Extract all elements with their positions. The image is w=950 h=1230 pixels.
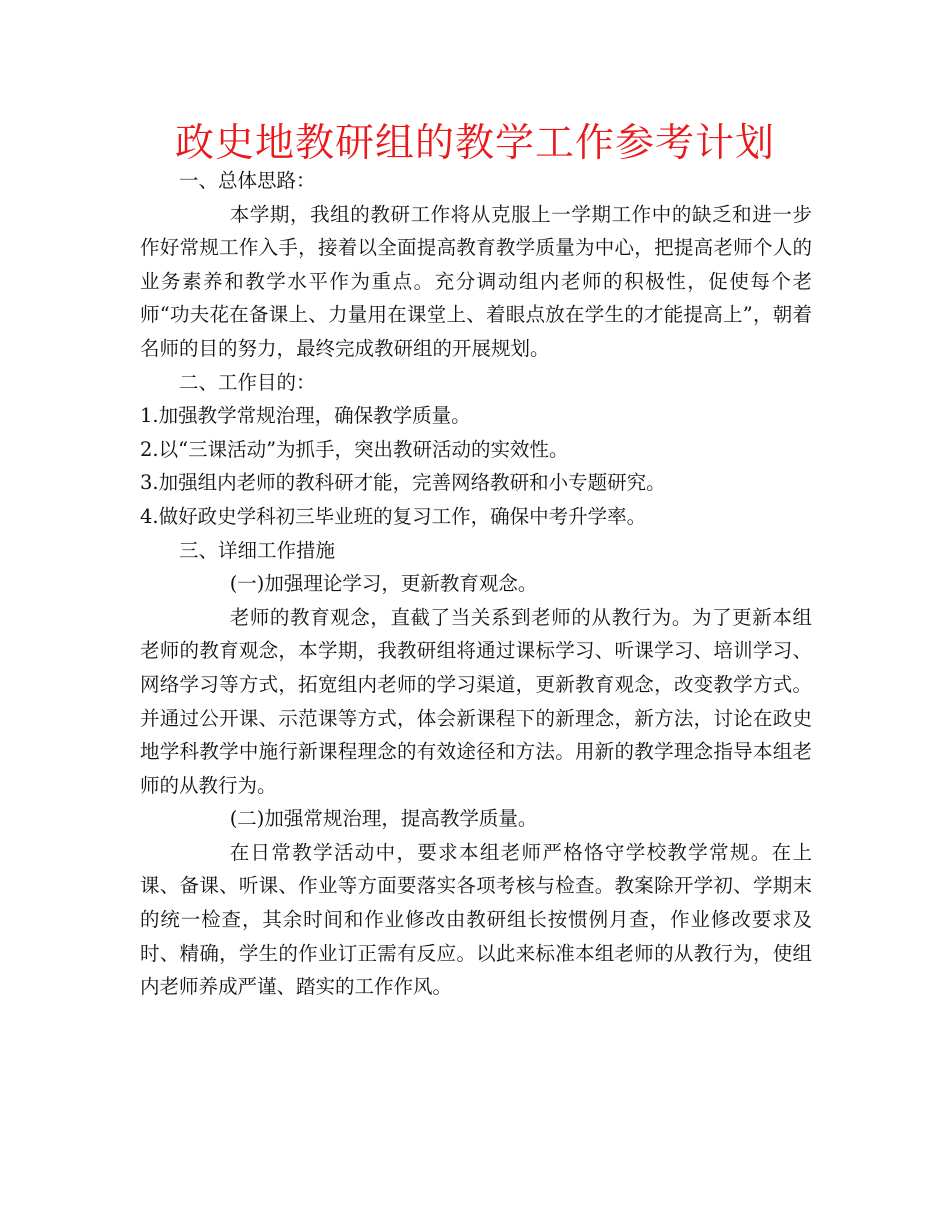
- work-goal-item: 3.加强组内老师的教科研才能，完善网络教研和小专题研究。: [140, 471, 666, 495]
- section-heading-work-goals: 二、工作目的：: [179, 370, 316, 394]
- section-heading-measures: 三、详细工作措施: [179, 538, 336, 562]
- overall-approach-paragraph: 本学期，我组的教研工作将从克服上一学期工作中的缺乏和进一步作好常规工作入手，接着以全面提高教育教学质量为中心，把提高老师个人的业务素养和教学水平作为重点。充分调动组内老师的积极性，促使每个老师“功夫花在备课上、力量用在课堂上、着眼点放在学生的才能提高上”，朝着名师的目的努力，最终完成教研组的开展规划。: [140, 202, 812, 360]
- work-goal-item: 4.做好政史学科初三毕业班的复习工作，确保中考升学率。: [140, 504, 647, 528]
- work-goal-item: 2.以“三课活动”为抓手，突出教研活动的实效性。: [140, 437, 569, 461]
- section-heading-overall-approach: 一、总体思路：: [179, 169, 316, 192]
- subsection-heading-theory: (一)加强理论学习，更新教育观念。: [229, 572, 538, 596]
- subsection-heading-routine: (二)加强常规治理，提高教学质量。: [229, 807, 538, 831]
- document-body: [140, 164, 812, 1004]
- document-title: 政史地教研组的教学工作参考计划: [174, 121, 775, 166]
- routine-paragraph: 在日常教学活动中，要求本组老师严格恪守学校教学常规。在上课、备课、听课、作业等方面要落实各项考核与检查。教案除开学初、学期末的统一检查，其余时间和作业修改由教研组长按惯例月查，作业修改要求及时、精确，学生的作业订正需有反应。以此来标准本组老师的从教行为，使组内老师养成严谨、踏实的工作作风。: [140, 840, 812, 999]
- theory-paragraph: 老师的教育观念，直截了当关系到老师的从教行为。为了更新本组老师的教育观念，本学期，我教研组将通过课标学习、听课学习、培训学习、网络学习等方式，拓宽组内老师的学习渠道，更新教育观念，改变教学方式。并通过公开课、示范课等方式，体会新课程下的新理念，新方法，讨论在政史地学科教学中施行新课程理念的有效途径和方法。用新的教学理念指导本组老师的从教行为。: [140, 605, 812, 797]
- work-goal-item: 1.加强教学常规治理，确保教学质量。: [140, 404, 471, 428]
